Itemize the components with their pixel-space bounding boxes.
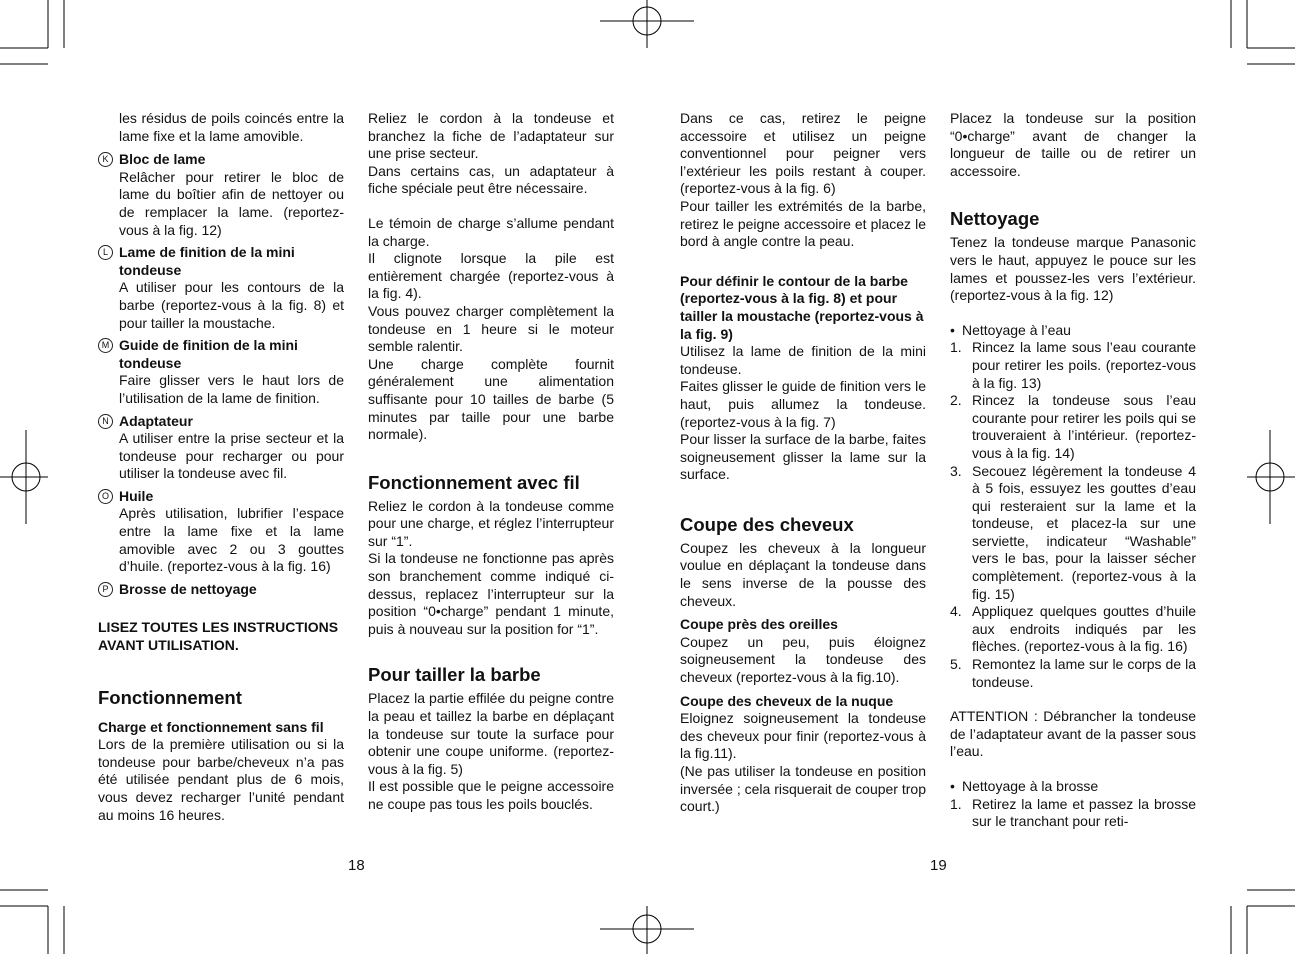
paragraph: Reliez le cordon à la tondeuse comme pour une charge, et réglez l’interrupteur sur “1”.	[368, 497, 614, 549]
part-title: Adaptateur	[119, 412, 193, 429]
warning-text: LISEZ TOUTES LES INSTRUCTIONS AVANT UTILISATION.	[98, 619, 339, 654]
paragraph: Eloignez soigneusement la tondeuse des cheveux pour finir (reportez-vous à la fig.11).	[680, 710, 926, 762]
list-item: 3. Secouez légèrement la tondeuse 4 à 5 fois, essuyez les gouttes d’eau qui resteraient sur la lame et la tondeuse, et placez-la sur une serviette, indicateur “Washable” vers le bas, pour la laisser sécher complètement. (reportez-vous à la fig. 15)	[950, 462, 1196, 602]
part-title: Huile	[119, 487, 154, 504]
paragraph: Utilisez la lame de finition de la mini tondeuse.	[680, 343, 926, 377]
paragraph: Placez la partie effilée du peigne contre la peau et taillez la barbe en déplaçant la tondeuse sur toute la surface pour obtenir une coupe uniforme. (reportez-vous à la fig. 5)	[368, 690, 614, 777]
paragraph: Vous pouvez charger complètement la tondeuse en 1 heure si le moteur semble ralentir.	[368, 302, 614, 355]
paragraph: Coupez un peu, puis éloignez soigneusement la tondeuse des cheveux (reportez-vous à la fig.10).	[680, 633, 926, 686]
paragraph: Faites glisser le guide de finition vers le haut, puis allumez la tondeuse. (reportez-vous à la fig. 7)	[680, 378, 926, 430]
part-title: Guide de finition de la mini tondeuse	[119, 337, 298, 371]
letter-k-icon: K	[98, 152, 113, 167]
paragraph: Lors de la première utilisation ou si la tondeuse pour barbe/cheveux n’a pas été utilisée pendant plus de 6 mois, vous devez recharger l’unité pendant au moins 16 heures.	[98, 736, 344, 823]
list-item: 5. Remontez la lame sur le corps de la tondeuse.	[950, 656, 1196, 690]
paragraph: Pour tailler les extrémités de la barbe, retirez le peigne accessoire et placez le bord à angle contre la peau.	[680, 197, 926, 250]
column-1	[98, 110, 344, 824]
page-number-right: 19	[930, 857, 947, 874]
paragraph: Placez la tondeuse sur la position “0•charge” avant de changer la longueur de taille ou de retirer un accessoire.	[950, 110, 1196, 179]
part-item-m	[98, 337, 344, 407]
column-3	[680, 110, 926, 816]
letter-n-icon: N	[98, 414, 113, 429]
bullet-item: • Nettoyage à la brosse	[950, 778, 1099, 794]
paragraph: Pour lisser la surface de la barbe, faites soigneusement glisser la lame sur la surface.	[680, 431, 926, 483]
column-4	[950, 110, 1196, 831]
part-item-l	[98, 244, 344, 332]
list-item: 4. Appliquez quelques gouttes d’huile aux endroits indiqués par les flèches. (reportez-vous à la fig. 16)	[950, 603, 1196, 655]
subheading: Coupe des cheveux de la nuque	[680, 692, 894, 709]
subheading: Coupe près des oreilles	[680, 616, 838, 633]
part-title: Brosse de nettoyage	[119, 580, 257, 597]
page-number-left: 18	[348, 857, 365, 874]
paragraph: Le témoin de charge s’allume pendant la charge.	[368, 214, 614, 249]
paragraph: Une charge complète fournit généralement une alimentation suffisante pour 10 tailles de barbe (5 minutes par taille pour une barbe normale).	[368, 355, 614, 443]
letter-p-icon: P	[98, 582, 113, 597]
letter-m-icon: M	[98, 338, 113, 353]
subheading: Pour définir le contour de la barbe (reportez-vous à la fig. 8) et pour tailler la moustache (reportez-vous à la fig. 9)	[680, 272, 924, 342]
paragraph: (Ne pas utiliser la tondeuse en position inversée ; cela risquerait de couper trop court.)	[680, 763, 926, 815]
paragraph: Coupez les cheveux à la longueur voulue en déplaçant la tondeuse dans le sens inverse de la pousse des cheveux.	[680, 539, 926, 609]
steps-list	[950, 796, 1196, 831]
attention-text: ATTENTION : Débrancher la tondeuse de l’adaptateur avant de la passer sous l’eau.	[950, 708, 1196, 760]
letter-o-icon: O	[98, 489, 113, 504]
section-heading: Fonctionnement avec fil	[368, 471, 580, 493]
list-item: 2. Rincez la tondeuse sous l’eau courante pour retirer les poils qui se trouveraient à l’intérieur. (reportez-vous à la fig. 14)	[950, 392, 1196, 461]
section-heading: Nettoyage	[950, 208, 1040, 230]
part-item-o	[98, 488, 344, 576]
part-item-k	[98, 151, 344, 239]
part-body: A utiliser entre la prise secteur et la tondeuse pour recharger ou pour utiliser la tondeuse avec fil.	[119, 430, 344, 482]
list-item: 1. Retirez la lame et passez la brosse sur le tranchant pour reti-	[950, 795, 1196, 830]
paragraph: Il est possible que le peigne accessoire ne coupe pas tous les poils bouclés.	[368, 778, 614, 812]
letter-l-icon: L	[98, 245, 113, 260]
subheading: Charge et fonctionnement sans fil	[98, 718, 324, 735]
part-item-p	[98, 581, 344, 599]
part-title: Bloc de lame	[119, 151, 206, 168]
part-body: Faire glisser vers le haut lors de l’utilisation de la lame de finition.	[119, 372, 344, 406]
column-2	[368, 110, 614, 814]
part-body: Relâcher pour retirer le bloc de lame du boîtier afin de nettoyer ou de remplacer la lame. (reportez-vous à la fig. 12)	[119, 168, 344, 238]
paragraph: Si la tondeuse ne fonctionne pas après son branchement comme indiqué ci-dessus, replacez l’interrupteur sur la position “0•charge” pendant 1 minute, puis à nouveau sur la position for “1”.	[368, 550, 614, 637]
section-heading: Coupe des cheveux	[680, 513, 854, 535]
paragraph: Reliez le cordon à la tondeuse et branchez la fiche de l’adaptateur sur une prise secteur.	[368, 110, 614, 162]
paragraph: Tenez la tondeuse marque Panasonic vers le haut, appuyez le pouce sur les lames et poussez-les vers l’extérieur. (reportez-vous à la fig. 12)	[950, 234, 1196, 304]
bullet-item: • Nettoyage à l’eau	[950, 321, 1071, 338]
part-title: Lame de finition de la mini tondeuse	[119, 244, 295, 278]
section-heading: Pour tailler la barbe	[368, 664, 541, 686]
paragraph: Dans certains cas, un adaptateur à fiche spéciale peut être nécessaire.	[368, 162, 614, 197]
paragraph: Dans ce cas, retirez le peigne accessoire et utilisez un peigne conventionnel pour peigner vers l’extérieur les poils restant à couper. (reportez-vous à la fig. 6)	[680, 110, 926, 197]
intro-text: les résidus de poils coincés entre la lame fixe et la lame amovible.	[119, 110, 344, 144]
part-item-n	[98, 413, 344, 483]
steps-list	[950, 339, 1196, 691]
part-body: A utiliser pour les contours de la barbe (reportez-vous à la fig. 8) et pour tailler la moustache.	[119, 279, 344, 331]
paragraph: Il clignote lorsque la pile est entièrement chargée (reportez-vous à la fig. 4).	[368, 250, 614, 302]
part-body: Après utilisation, lubrifier l’espace entre la lame fixe et la lame amovible avec 2 ou 3 gouttes d’huile. (reportez-vous à la fig. 16)	[119, 505, 344, 575]
list-item: 1. Rincez la lame sous l’eau courante pour retirer les poils. (reportez-vous à la fig. 13)	[950, 339, 1196, 391]
section-heading: Fonctionnement	[98, 686, 242, 708]
